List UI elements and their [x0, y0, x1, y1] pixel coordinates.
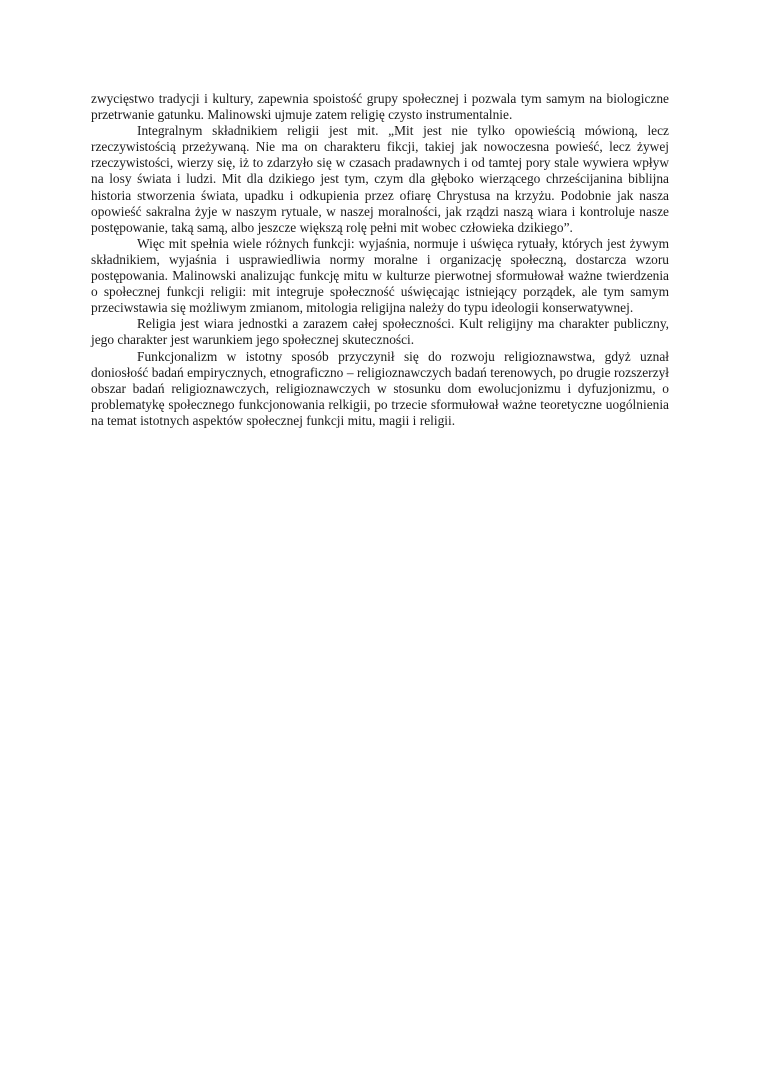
document-text [91, 91, 669, 429]
paragraph-religion-community: Religia jest wiara jednostki a zarazem całej społeczności. Kult religijny ma charakter publiczny, jego charakter jest warunkiem jego społecznej skuteczności. [91, 316, 669, 348]
paragraph-myth-functions: Więc mit spełnia wiele różnych funkcji: wyjaśnia, normuje i uświęca rytuały, których jest żywym składnikiem, wyjaśnia i usprawiedliwia normy moralne i organizację społeczną, dostarcza wzoru postępowania. Malinowski analizując funkcję mitu w kulturze pierwotnej sformułował ważne twierdzenia o społecznej funkcji religii: mit integruje społeczność uświęcając istniejący porządek, ale tym samym przeciwstawia się możliwym zmianom, mitologia religijna należy do typu ideologii konserwatywnej. [91, 235, 669, 316]
paragraph-myth-definition: Integralnym składnikiem religii jest mit. „Mit jest nie tylko opowieścią mówioną, lecz rzeczywistością przeżywaną. Nie ma on charakteru fikcji, takiej jak nowoczesna powieść, lecz żywej rzeczywistości, wierzy się, iż to zdarzyło się w czasach pradawnych i od tamtej pory stale wywiera wpływ na losy świata i ludzi. Mit dla dzikiego jest tym, czym dla głęboko wierzącego chrześcijanina biblijna historia stworzenia świata, upadku i odkupienia przez ofiarę Chrystusa na krzyżu. Podobnie jak nasza opowieść sakralna żyje w naszym rytuale, w naszej moralności, jak rządzi naszą wiara i kontroluje nasze postępowanie, taką samą, albo jeszcze większą rolę pełni mit wobec człowieka dzikiego”. [91, 123, 669, 235]
paragraph-functionalism: Funkcjonalizm w istotny sposób przyczynił się do rozwoju religioznawstwa, gdyż uznał doniosłość badań empirycznych, etnograficzno – religioznawczych badań terenowych, po drugie rozszerzył obszar badań religioznawczych, religioznawczych w stosunku dom ewolucjonizmu i dyfuzjonizmu, o problematykę społecznego funkcjonowania relkigii, po trzecie sformułował ważne teoretyczne uogólnienia na temat istotnych aspektów społecznej funkcji mitu, magii i religii. [91, 348, 669, 428]
paragraph-continuation: zwycięstwo tradycji i kultury, zapewnia spoistość grupy społecznej i pozwala tym samym na biologiczne przetrwanie gatunku. Malinowski ujmuje zatem religię czysto instrumentalnie. [91, 91, 669, 123]
